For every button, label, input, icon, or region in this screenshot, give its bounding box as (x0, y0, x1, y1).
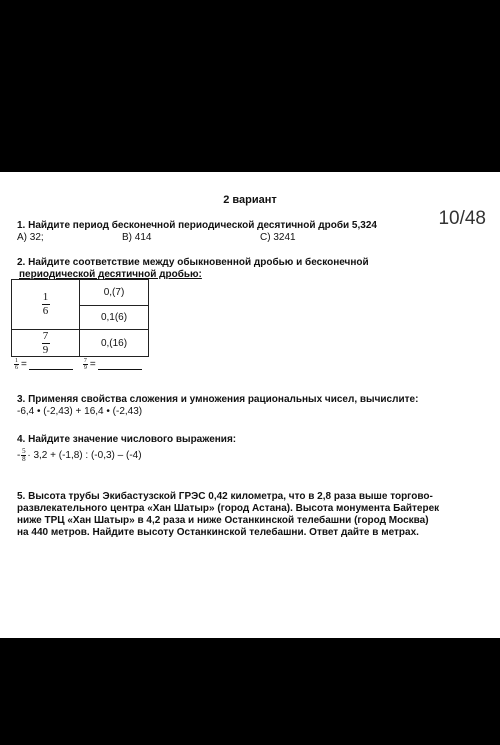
answer-blank-2[interactable] (98, 360, 142, 370)
fraction-cell-1 (12, 280, 80, 330)
question-1-options (17, 232, 487, 244)
question-1-text: 1. Найдите период бесконечной периодической десятичной дроби 5,324 (17, 220, 377, 231)
fraction-5-8: $\frac{5}{8}$ (22, 447, 26, 463)
answer-blank-1[interactable] (29, 360, 73, 370)
question-4-expression: - $\frac{5}{8}$ · 3,2 + (-1,8) : (-0,3) – (-4) (17, 447, 142, 463)
option-c: С) 3241 (260, 232, 296, 243)
question-3-expression: -6,4 • (-2,43) + 16,4 • (-2,43) (17, 406, 143, 417)
question-4-line1: 4. Найдите значение числового выражения: (17, 434, 237, 445)
matching-answer-line: $\frac{1}{6}$ = $\frac{7}{9}$ = (14, 358, 152, 371)
question-4 (17, 434, 487, 463)
decimal-cell-2: 0,1(6) (80, 306, 149, 330)
question-5-line3: ниже ТРЦ «Хан Шатыр» в 4,2 раза и ниже Останкинской телебашни (город Москва) (17, 515, 429, 526)
fraction-matching-table (11, 279, 149, 357)
question-2-line2: периодической десятичной дробью: (19, 269, 202, 280)
question-2 (17, 257, 487, 281)
answer-fraction-2: $\frac{7}{9}$ (83, 358, 87, 371)
answer-fraction-1: $\frac{1}{6}$ (15, 358, 18, 371)
question-5-line4: на 440 метров. Найдите высоту Останкинской телебашни. Ответ дайте в метрах. (17, 527, 419, 538)
question-5-line1: 5. Высота трубы Экибастузской ГРЭС 0,42 километра, что в 2,8 раза выше торгово- (17, 491, 433, 502)
question-3-line1: 3. Применяя свойства сложения и умножения рациональных чисел, вычислите: (17, 394, 419, 405)
decimal-cell-1: 0,(7) (80, 280, 149, 306)
question-3 (17, 394, 487, 418)
page-counter: 10/48 (438, 208, 486, 229)
question-5-line2: развлекательного центра «Хан Шатыр» (город Астана). Высота монумента Байтерек (17, 503, 440, 514)
fraction-7-9: $\frac{7}{9}$ (42, 329, 49, 356)
question-1 (17, 220, 487, 244)
worksheet-page (0, 172, 500, 638)
variant-title: 2 вариант (223, 194, 277, 206)
question-5 (17, 491, 487, 539)
option-a: А) 32; (17, 232, 44, 243)
question-2-line1: 2. Найдите соответствие между обыкновенной дробью и бесконечной (17, 257, 369, 268)
option-b: В) 414 (122, 232, 152, 243)
decimal-cell-3: 0,(16) (80, 330, 149, 357)
fraction-cell-2 (12, 330, 80, 357)
fraction-1-6: $\frac{1}{6}$ (42, 291, 49, 317)
